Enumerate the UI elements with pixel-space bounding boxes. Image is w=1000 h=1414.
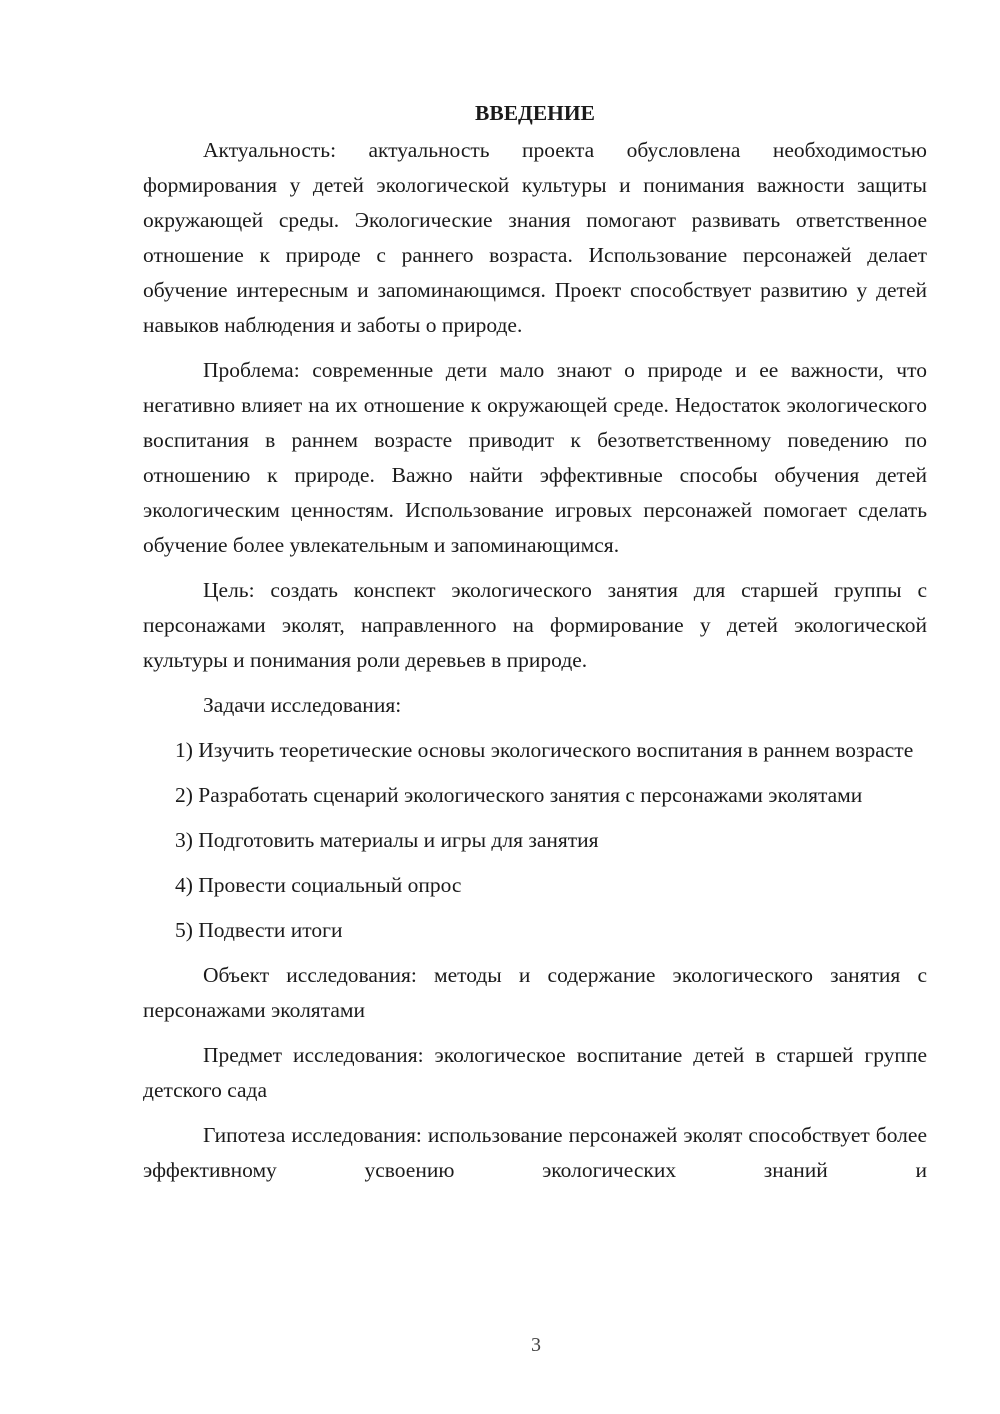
relevance-paragraph: Актуальность: актуальность проекта обусловлена необходимостью формирования у детей экологической культуры и понимания важности защиты окружающей среды. Экологические знания помогают развивать ответственное отношение к природе с раннего возраста. Использование персонажей делает обучение интересным и запоминающимся. Проект способствует развитию у детей навыков наблюдения и заботы о природе. [143,138,927,337]
page-content [143,96,927,1188]
object-paragraph: Объект исследования: методы и содержание экологического занятия с персонажами эколятами [143,963,927,1022]
page-number: 3 [531,1334,541,1356]
goal-paragraph: Цель: создать конспект экологического занятия для старшей группы с персонажами эколят, направленного на формирование у детей экологической культуры и понимания роли деревьев в природе. [143,578,927,672]
tasks-heading: Задачи исследования: [203,693,402,717]
hypothesis-paragraph: Гипотеза исследования: использование персонажей эколят способствует более эффективному усвоению экологических знаний и [143,1123,927,1182]
section-title: ВВЕДЕНИЕ [475,101,595,125]
task-item-5: 5) Подвести итоги [175,918,343,942]
task-item-1: 1) Изучить теоретические основы экологического воспитания в раннем возрасте [175,738,914,762]
task-item-3: 3) Подготовить материалы и игры для занятия [175,828,599,852]
task-item-4: 4) Провести социальный опрос [175,873,462,897]
subject-paragraph: Предмет исследования: экологическое воспитание детей в старшей группе детского сада [143,1043,927,1102]
problem-paragraph: Проблема: современные дети мало знают о природе и ее важности, что негативно влияет на их отношение к окружающей среде. Недостаток экологического воспитания в раннем возрасте приводит к безответственному поведению по отношению к природе. Важно найти эффективные способы обучения детей экологическим ценностям. Использование игровых персонажей помогает сделать обучение более увлекательным и запоминающимся. [143,358,927,557]
task-item-2: 2) Разработать сценарий экологического занятия с персонажами эколятами [175,783,863,807]
